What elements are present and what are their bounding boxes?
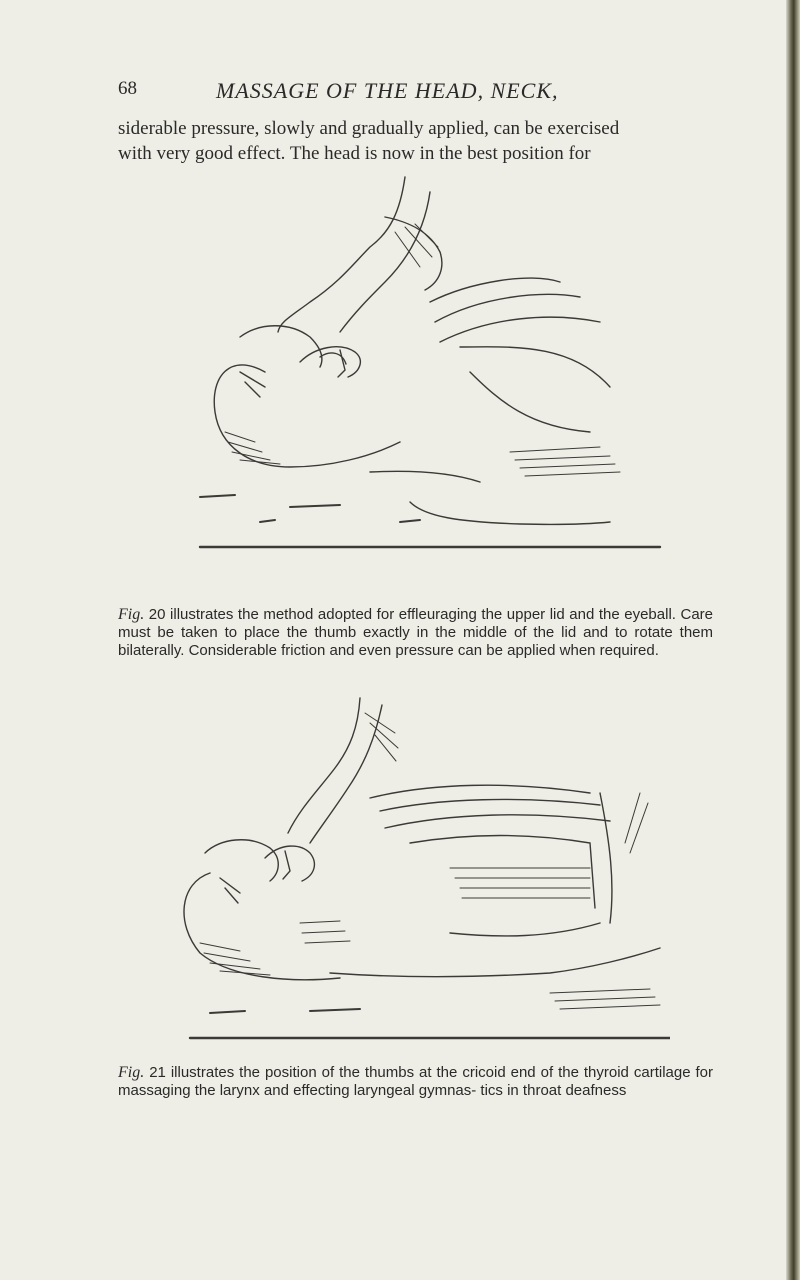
figure-label: Fig.	[118, 606, 145, 623]
figure-20-illustration	[170, 172, 670, 552]
page-number: 68	[118, 78, 137, 99]
running-head-title: MASSAGE OF THE HEAD, NECK,	[216, 78, 559, 103]
caption-text: illustrates the method adopted for effleuraging the upper lid and the eyeball. Care must be taken to place the thumb exactly in the middle of the lid and to rotate them bilaterally. Considerable friction and even pressure can be applied when required.	[118, 606, 714, 659]
figure-label: Fig.	[118, 1064, 145, 1081]
caption-text: illustrates the position of the thumbs at the cricoid end of the thyroid cartilage for massaging the larynx and effecting laryngeal gymnas- tics in throat deafness	[118, 1064, 714, 1099]
running-head	[118, 78, 718, 108]
figure-number: 21	[149, 1064, 166, 1081]
figure-number: 20	[148, 606, 166, 623]
figure-21-illustration	[170, 693, 670, 1045]
figure-20-caption	[118, 606, 713, 660]
body-text-line: with very good effect. The head is now in the best position for	[118, 143, 591, 164]
body-text-line: siderable pressure, slowly and gradually applied, can be exercised	[118, 118, 620, 139]
body-text	[118, 116, 718, 166]
figure-21-caption	[118, 1064, 713, 1100]
page-edge	[786, 0, 800, 1280]
